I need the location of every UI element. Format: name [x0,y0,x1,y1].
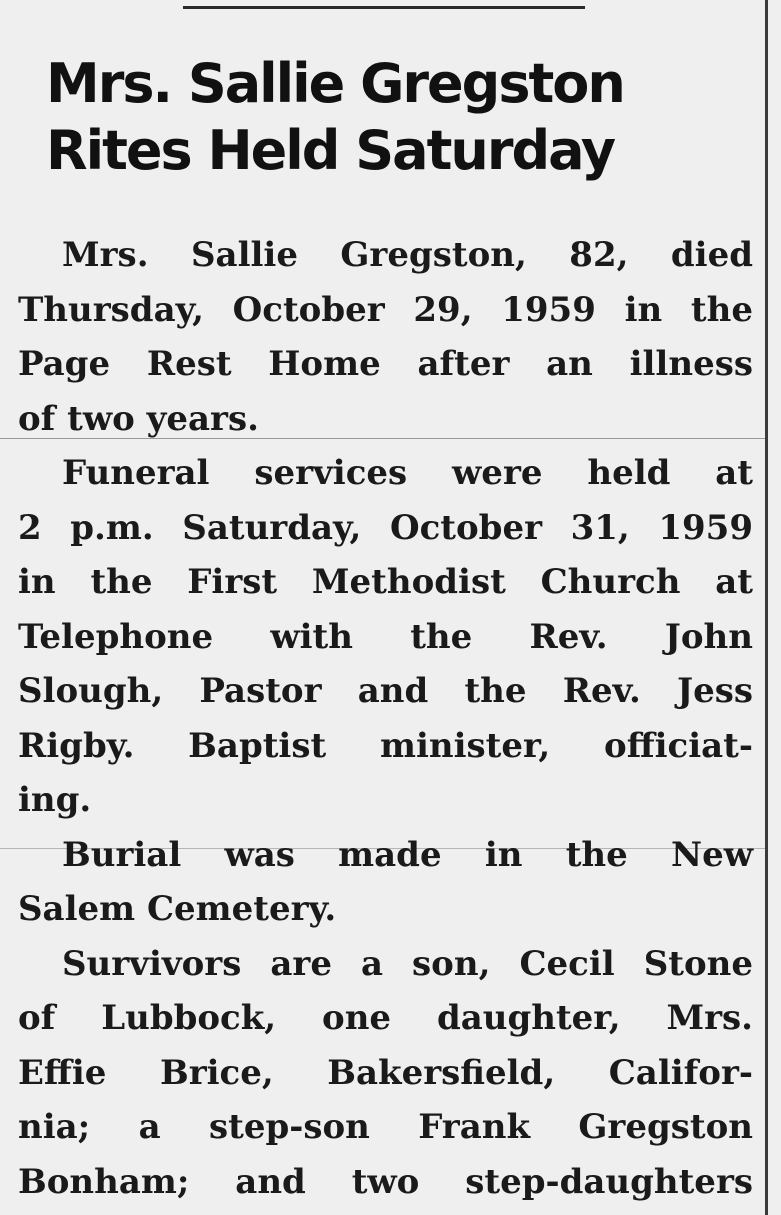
text-line: in the First Methodist Church at [18,562,753,602]
text-line: Salem Cemetery. [18,889,337,929]
top-column-rule [183,6,585,9]
text-line: of Lubbock, one daughter, Mrs. [18,998,753,1038]
paragraph-funeral [18,446,753,828]
headline-line-2: Rites Held Saturday [46,119,615,182]
headline [46,50,746,184]
text-line: Rigby. Baptist minister, officiat- [18,725,753,766]
text-line: Burial was made in the New [62,834,753,875]
text-line: Bonham; and two step-daughters [18,1161,753,1202]
paragraph-survivors [18,937,753,1210]
paragraph-death [18,228,753,446]
text-line: Page Rest Home after an illness [18,344,753,384]
text-line: Survivors are a son, Cecil Stone [62,943,753,984]
text-line: Thursday, October 29, 1959 in the [18,289,753,330]
text-line: nia; a step-son Frank Gregston [18,1107,753,1147]
headline-line-1: Mrs. Sallie Gregston [46,52,624,115]
text-line: Slough, Pastor and the Rev. Jess [18,671,753,711]
text-line: Mrs. Sallie Gregston, 82, died [62,235,753,275]
text-line: 2 p.m. Saturday, October 31, 1959 [18,507,753,548]
right-column-rule [765,0,768,1215]
article-body [18,228,753,1209]
text-line: Funeral services were held at [62,453,753,493]
paragraph-burial [18,828,753,937]
text-line: Effie Brice, Bakersfield, Califor- [18,1052,753,1093]
text-line: of two years. [18,398,259,439]
text-line: ing. [18,780,92,820]
text-line: Telephone with the Rev. John [18,616,753,657]
